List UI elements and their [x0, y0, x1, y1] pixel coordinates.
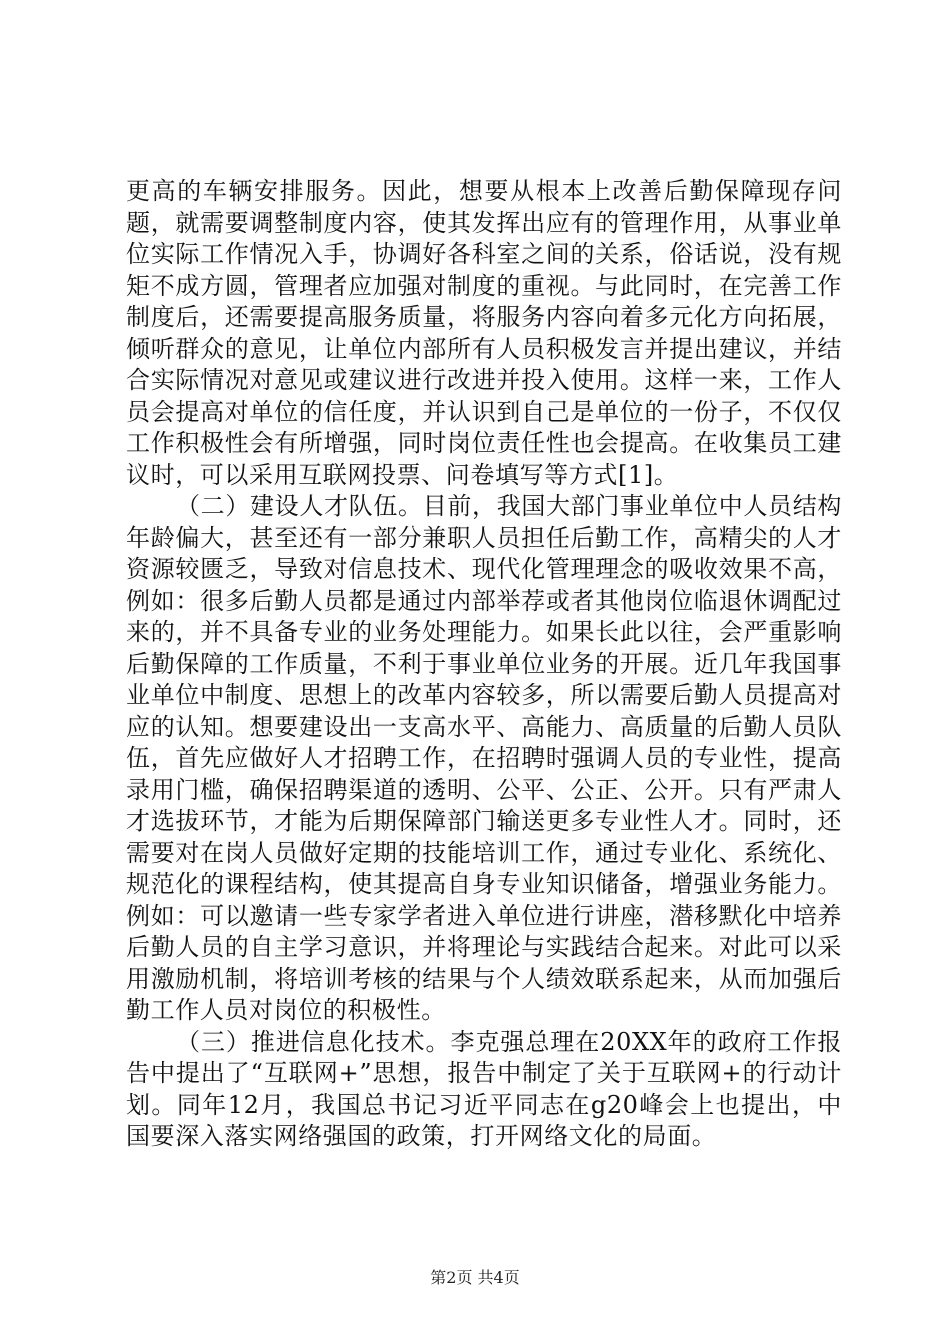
paragraph-continuation: 更高的车辆安排服务。因此，想要从根本上改善后勤保障现存问题，就需要调整制度内容，使其发挥出应有的管理作用，从事业单位实际工作情况入手，协调好各科室之间的关系，俗话说，没有规矩不成方圆，管理者应加强对制度的重视。与此同时，在完善工作制度后，还需要提高服务质量，将服务内容向着多元化方向拓展，倾听群众的意见，让单位内部所有人员积极发言并提出建议，并结合实际情况对意见或建议进行改进并投入使用。这样一来，工作人员会提高对单位的信任度，并认识到自己是单位的一份子，不仅仅工作积极性会有所增强，同时岗位责任性也会提高。在收集员工建议时，可以采用互联网投票、问卷填写等方式[1]。 — [126, 177, 842, 489]
paragraph-talent-team: （二）建设人才队伍。目前，我国大部门事业单位中人员结构年龄偏大，甚至还有一部分兼职人员担任后勤工作，高精尖的人才资源较匮乏，导致对信息技术、现代化管理理念的吸收效果不高，例如：很多后勤人员都是通过内部举荐或者其他岗位临退休调配过来的，并不具备专业的业务处理能力。如果长此以往，会严重影响后勤保障的工作质量，不利于事业单位业务的开展。近几年我国事业单位中制度、思想上的改革内容较多，所以需要后勤人员提高对应的认知。想要建设出一支高水平、高能力、高质量的后勤人员队伍，首先应做好人才招聘工作，在招聘时强调人员的专业性，提高录用门槛，确保招聘渠道的透明、公平、公正、公开。只有严肃人才选拔环节，才能为后期保障部门输送更多专业性人才。同时，还需要对在岗人员做好定期的技能培训工作，通过专业化、系统化、规范化的课程结构，使其提高自身专业知识储备，增强业务能力。例如：可以邀请一些专家学者进入单位进行讲座，潜移默化中培养后勤人员的自主学习意识，并将理论与实践结合起来。对此可以采用激励机制，将培训考核的结果与个人绩效联系起来，从而加强后勤工作人员对岗位的积极性。 — [126, 492, 842, 1024]
page-number-label: 第2页 共4页 — [430, 1268, 520, 1287]
page-footer — [0, 1268, 950, 1288]
document-body — [126, 176, 842, 1153]
paragraph-informatization: （三）推进信息化技术。李克强总理在20XX年的政府工作报告中提出了“互联网+”思想，报告中制定了关于互联网+的行动计划。同年12月，我国总书记习近平同志在g20峰会上也提出，中国要深入落实网络强国的政策，打开网络文化的局面。 — [126, 1027, 842, 1150]
